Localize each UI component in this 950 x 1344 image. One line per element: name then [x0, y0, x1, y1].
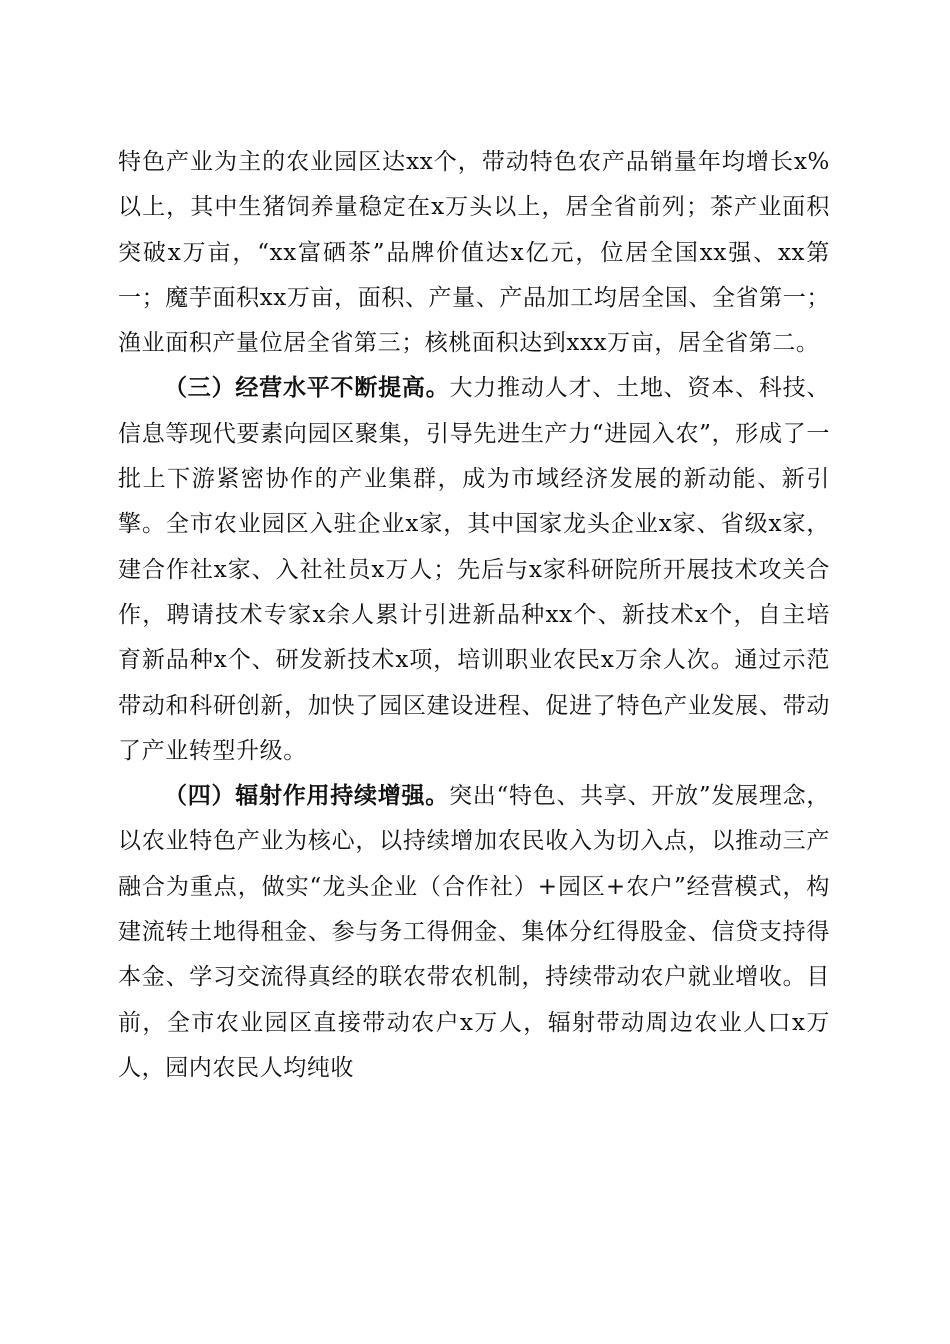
- paragraph-text: 突出“特色、共享、开放”发展理念，以农业特色产业为核心，以持续增加农民收入为切入点，以推动三产融合为重点，做实“龙头企业（合作社）+园区+农户”经营模式，构建流转土地得租金、参与务工得佣金、集体分红得股金、信贷支持得本金、学习交流得真经的联农带农机制，持续带动农户就业增收。目前，全市农业园区直接带动农户x万人，辐射带动周边农业人口x万人，园内农民人均纯收: [118, 783, 830, 1081]
- section-heading: （三）经营水平不断提高。: [164, 375, 450, 402]
- paragraph-continued: [118, 140, 830, 366]
- paragraph-text: 特色产业为主的农业园区达xx个，带动特色农产品销量年均增长x%以上，其中生猪饲养量稳定在x万头以上，居全省前列；茶产业面积突破x万亩，“xx富硒茶”品牌价值达x亿元，位居全国xx强、xx第一；魔芋面积xx万亩，面积、产量、产品加工均居全国、全省第一；渔业面积产量位居全省第三；核桃面积达到xxx万亩，居全省第二。: [118, 149, 830, 357]
- paragraph-section-4: [118, 774, 830, 1091]
- paragraph-text: 大力推动人才、土地、资本、科技、信息等现代要素向园区聚集，引导先进生产力“进园入农”，形成了一批上下游紧密协作的产业集群，成为市域经济发展的新动能、新引擎。全市农业园区入驻企业x家，其中国家龙头企业x家、省级x家，建合作社x家、入社社员x万人；先后与x家科研院所开展技术攻关合作，聘请技术专家x余人累计引进新品种xx个、新技术x个，自主培育新品种x个、研发新技术x项，培训职业农民x万余人次。通过示范带动和科研创新，加快了园区建设进程、促进了特色产业发展、带动了产业转型升级。: [118, 375, 830, 764]
- paragraph-section-3: [118, 366, 830, 774]
- document-body: [118, 140, 830, 1091]
- section-heading: （四）辐射作用持续增强。: [164, 783, 449, 810]
